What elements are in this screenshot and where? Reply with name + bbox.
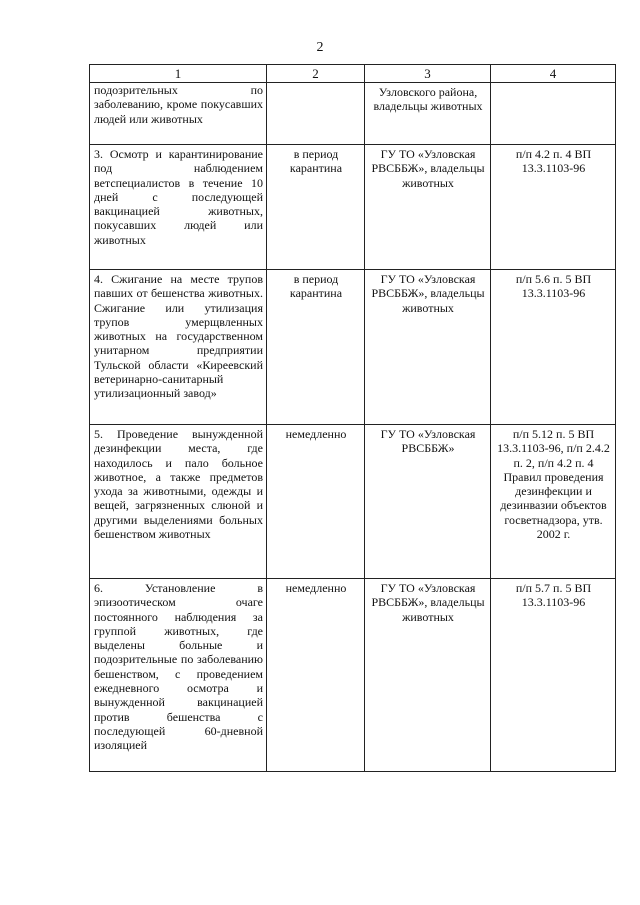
measures-table xyxy=(89,64,616,772)
responsible-cell: ГУ ТО «Узловская РВСББЖ» xyxy=(365,425,491,579)
header-cell: 2 xyxy=(267,65,365,83)
header-cell: 4 xyxy=(491,65,616,83)
measure-cell: 3. Осмотр и карантинирование под наблюдением ветспециалистов в течение 10 дней с последующей вакцинацией животных, покусавших людей или животных xyxy=(90,145,267,270)
page-number: 2 xyxy=(316,40,324,55)
table-row xyxy=(90,579,616,772)
reference-cell xyxy=(491,83,616,145)
header-cell: 1 xyxy=(90,65,267,83)
measure-cell: 4. Сжигание на месте трупов павших от бешенства животных. Сжигание или утилизация трупов умерщвленных животных на государственном унитарном предприятии Тульской области «Киреевский ветеринарно-санитарный утилизационный завод» xyxy=(90,270,267,425)
measure-cell: 6. Установление в эпизоотическом очаге постоянного наблюдения за группой животных, где выделены больные и подозрительные по заболеванию бешенством, с проведением ежедневного осмотра и вынужденной вакцинацией против бешенства с последующей 60-дневной изоляцией xyxy=(90,579,267,772)
reference-cell: п/п 4.2 п. 4 ВП 13.3.1103-96 xyxy=(491,145,616,270)
table-row xyxy=(90,270,616,425)
responsible-cell: ГУ ТО «Узловская РВСББЖ», владельцы животных xyxy=(365,579,491,772)
table-row xyxy=(90,145,616,270)
reference-cell: п/п 5.7 п. 5 ВП 13.3.1103-96 xyxy=(491,579,616,772)
responsible-cell: ГУ ТО «Узловская РВСББЖ», владельцы животных xyxy=(365,145,491,270)
measure-cell: подозрительных по заболеванию, кроме покусавших людей или животных xyxy=(90,83,267,145)
timing-cell: в период карантина xyxy=(267,145,365,270)
table-row xyxy=(90,425,616,579)
reference-cell: п/п 5.12 п. 5 ВП 13.3.1103-96, п/п 2.4.2 п. 2, п/п 4.2 п. 4 Правил проведения дезинфекции и дезинвазии объектов госветнадзора, утв. 2002 г. xyxy=(491,425,616,579)
table-row xyxy=(90,83,616,145)
measure-cell: 5. Проведение вынужденной дезинфекции места, где находилось и пало больное животное, а также предметов ухода за животными, одежды и вещей, загрязненных слюной и другими выделениями больных бешенством животных xyxy=(90,425,267,579)
responsible-cell: Узловского района, владельцы животных xyxy=(365,83,491,145)
table-header-row xyxy=(90,65,616,83)
timing-cell: в период карантина xyxy=(267,270,365,425)
responsible-cell: ГУ ТО «Узловская РВСББЖ», владельцы животных xyxy=(365,270,491,425)
timing-cell xyxy=(267,83,365,145)
header-cell: 3 xyxy=(365,65,491,83)
timing-cell: немедленно xyxy=(267,579,365,772)
timing-cell: немедленно xyxy=(267,425,365,579)
reference-cell: п/п 5.6 п. 5 ВП 13.3.1103-96 xyxy=(491,270,616,425)
